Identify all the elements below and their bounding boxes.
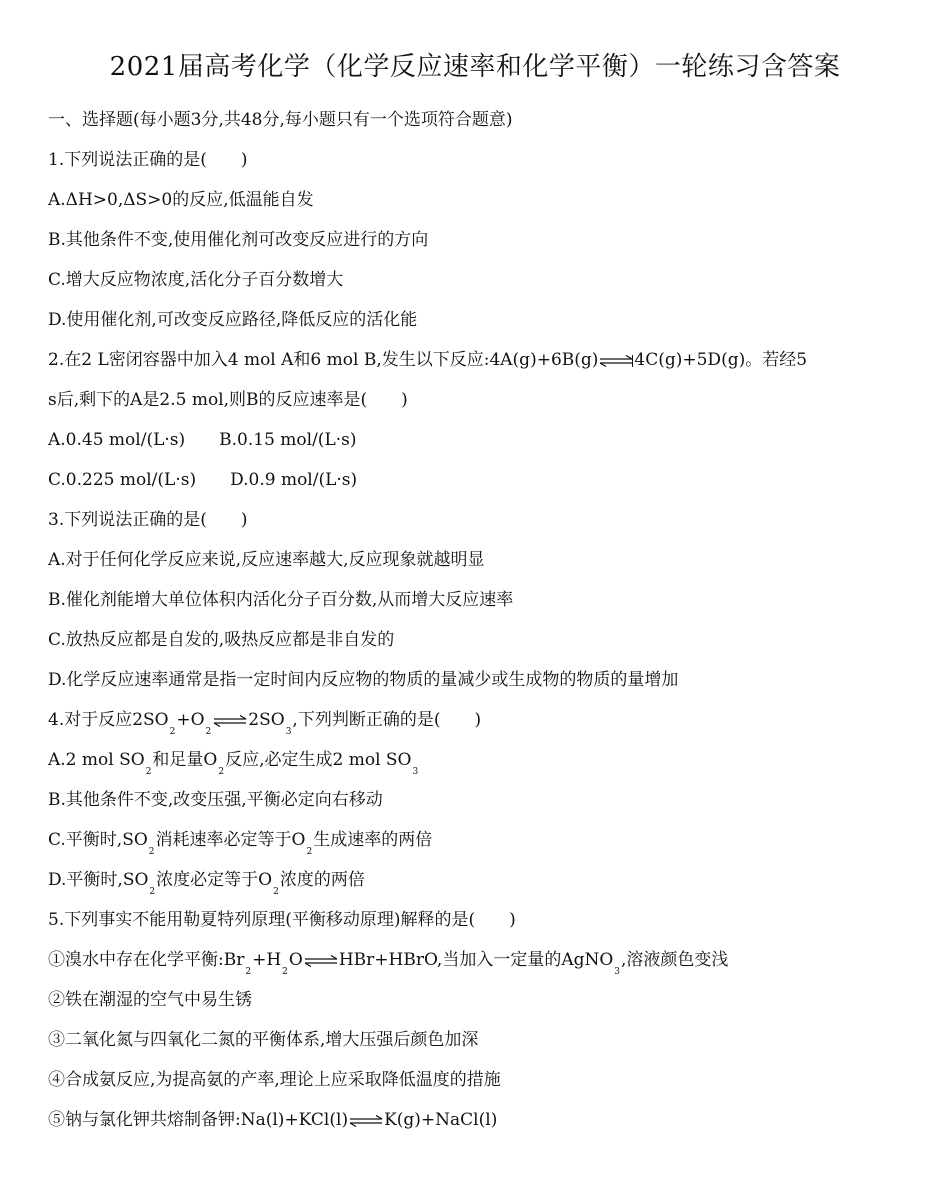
- q5-item-2: ②铁在潮湿的空气中易生锈: [48, 990, 252, 1010]
- q4-option-b: B.其他条件不变,改变压强,平衡必定向右移动: [48, 790, 383, 810]
- subscript: 2: [218, 767, 225, 777]
- q4-option-c-text: 消耗速率必定等于O: [155, 830, 306, 850]
- q3-option-d: D.化学反应速率通常是指一定时间内反应物的物质的量减少或生成物的物质的量增加: [48, 670, 679, 690]
- q4-option-a-text: 和足量O: [152, 750, 218, 770]
- q5-stem: 5.下列事实不能用勒夏特列原理(平衡移动原理)解释的是( ): [48, 910, 516, 930]
- q4-option-a-text: 反应,必定生成2 mol SO: [225, 750, 412, 770]
- subscript: 2: [282, 967, 288, 977]
- q3-option-c: C.放热反应都是自发的,吸热反应都是非自发的: [48, 630, 395, 650]
- equilibrium-arrow-icon: [213, 715, 247, 727]
- q4-stem: [48, 708, 482, 737]
- q5-item-1-text: HBr+HBrO,当加入一定量的AgNO: [338, 950, 614, 970]
- q3-option-b: B.催化剂能增大单位体积内活化分子百分数,从而增大反应速率: [48, 590, 514, 610]
- q2-stem-text: 2.在2 L密闭容器中加入4 mol A和6 mol B,发生以下反应:4A(g)+6B(g): [48, 350, 599, 370]
- equilibrium-arrow-icon: [304, 955, 338, 967]
- q3-option-a: A.对于任何化学反应来说,反应速率越大,反应现象就越明显: [48, 550, 485, 570]
- subscript: 2: [306, 847, 313, 857]
- q4-option-d: [48, 868, 365, 897]
- q5-item-5: [48, 1108, 497, 1134]
- subscript: 3: [412, 767, 419, 777]
- q4-option-c-text: 生成速率的两倍: [313, 830, 433, 850]
- subscript: 2: [149, 887, 156, 897]
- q4-option-c: [48, 828, 433, 857]
- subscript: 3: [614, 967, 621, 977]
- q2-stem: [48, 348, 807, 374]
- q2-stem-continued: s后,剩下的A是2.5 mol,则B的反应速率是( ): [48, 390, 408, 410]
- q2-options-ab: A.0.45 mol/(L·s) B.0.15 mol/(L·s): [48, 430, 357, 450]
- subscript: 2: [273, 887, 279, 897]
- q5-item-4: ④合成氨反应,为提高氨的产率,理论上应采取降低温度的措施: [48, 1070, 501, 1090]
- q5-item-5-text: K(g)+NaCl(l): [384, 1110, 498, 1130]
- q5-item-1-text: ①溴水中存在化学平衡:Br: [48, 950, 245, 970]
- q3-stem: 3.下列说法正确的是( ): [48, 510, 248, 530]
- q5-item-1-text: O: [288, 950, 303, 970]
- q4-option-a: [48, 748, 419, 777]
- q1-option-b: B.其他条件不变,使用催化剂可改变反应进行的方向: [48, 230, 429, 250]
- q5-item-1-text: +H: [252, 950, 282, 970]
- q4-option-d-text: 浓度必定等于O: [156, 870, 273, 890]
- q2-stem-text-end: 4C(g)+5D(g)。若经5: [634, 350, 808, 370]
- equilibrium-arrow-icon: [349, 1115, 383, 1127]
- q1-option-a: A.ΔH>0,ΔS>0的反应,低温能自发: [48, 190, 314, 210]
- q4-stem-text: +O: [176, 710, 205, 730]
- q4-stem-text: 4.对于反应2SO: [48, 710, 169, 730]
- subscript: 2: [245, 967, 252, 977]
- q5-item-1-text: ,溶液颜色变浅: [621, 950, 729, 970]
- subscript: 2: [169, 727, 176, 737]
- subscript: 3: [285, 727, 292, 737]
- section-heading: 一、选择题(每小题3分,共48分,每小题只有一个选项符合题意): [48, 110, 513, 130]
- equilibrium-arrow-icon: [599, 355, 633, 367]
- q4-option-c-text: C.平衡时,SO: [48, 830, 148, 850]
- q5-item-5-text: ⑤钠与氯化钾共熔制备钾:Na(l)+KCl(l): [48, 1110, 349, 1130]
- q1-option-c: C.增大反应物浓度,活化分子百分数增大: [48, 270, 344, 290]
- q4-option-a-text: A.2 mol SO: [48, 750, 145, 770]
- subscript: 2: [205, 727, 212, 737]
- q1-stem: 1.下列说法正确的是( ): [48, 150, 248, 170]
- q1-option-d: D.使用催化剂,可改变反应路径,降低反应的活化能: [48, 310, 418, 330]
- subscript: 2: [148, 847, 155, 857]
- q5-item-3: ③二氧化氮与四氧化二氮的平衡体系,增大压强后颜色加深: [48, 1030, 479, 1050]
- q4-stem-text: 2SO: [248, 710, 285, 730]
- subscript: 2: [145, 767, 152, 777]
- q4-stem-text: ,下列判断正确的是( ): [292, 710, 482, 730]
- q4-option-d-text: 浓度的两倍: [279, 870, 365, 890]
- page-title: 2021届高考化学（化学反应速率和化学平衡）一轮练习含答案: [109, 52, 841, 82]
- q5-item-1: [48, 948, 729, 977]
- q4-option-d-text: D.平衡时,SO: [48, 870, 149, 890]
- q2-options-cd: C.0.225 mol/(L·s) D.0.9 mol/(L·s): [48, 470, 358, 490]
